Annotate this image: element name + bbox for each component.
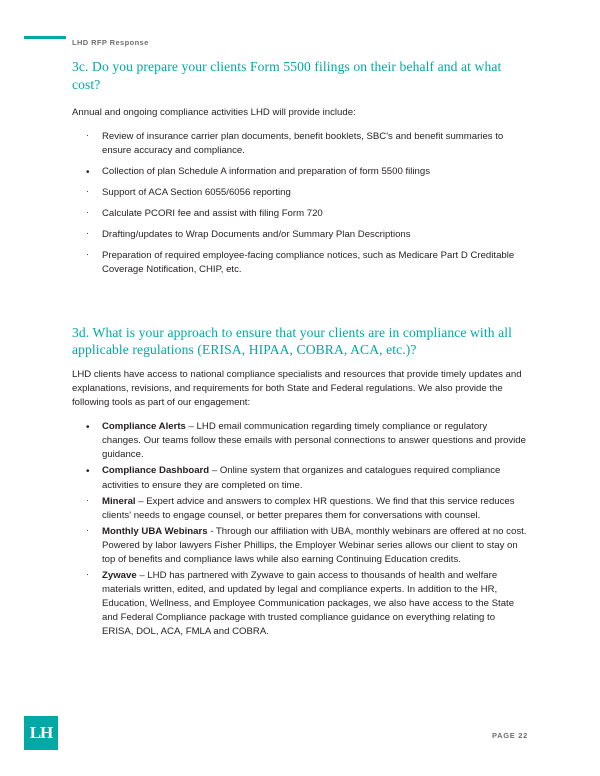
document-header-label: LHD RFP Response (72, 38, 149, 47)
section-3d-intro: LHD clients have access to national compliance specialists and resources that provide timely updates and explanations, revisions, and requirements for both State and Federal regulations. We also provide the following tools as part of our engagement: (72, 369, 522, 409)
list-item-text: Drafting/updates to Wrap Documents and/or Summary Plan Descriptions (102, 229, 411, 241)
list-item-text: Calculate PCORI fee and assist with filing Form 720 (102, 208, 323, 220)
list-item-text: Collection of plan Schedule A information and preparation of form 5500 filings (102, 165, 430, 177)
list-item-text: – LHD email communication regarding timely compliance or regulatory changes. Our teams follow these emails with personal connections to answer questions and provide guidance. (102, 421, 526, 461)
bullet-marker-icon: • (86, 166, 90, 178)
bullet-marker-icon: · (86, 129, 89, 140)
list-item-text: – Expert advice and answers to complex HR questions. We find that this service reduces clients' needs to engage counsel, or better prepares them for conversations with counsel. (102, 495, 515, 521)
section-3d-heading: 3d. What is your approach to ensure that your clients are in compliance with all applicable regulations (ERISA, HIPAA, COBRA, ACA, etc.)? (72, 324, 512, 358)
list-item-term: Monthly UBA Webinars (102, 525, 208, 537)
list-item (72, 464, 528, 492)
bullet-marker-icon: • (86, 466, 90, 478)
list-item-text: Review of insurance carrier plan documents, benefit booklets, SBC's and benefit summaries to ensure accuracy and compliance. (102, 130, 504, 156)
bullet-marker-icon: · (86, 569, 89, 580)
bullet-marker-icon: · (86, 494, 89, 505)
list-item (72, 228, 528, 242)
logo-text: LH (29, 723, 53, 742)
section-3c-heading: 3c. Do you prepare your clients Form 5500 filings on their behalf and at what cost? (72, 59, 502, 92)
list-item-text: - Through our affiliation with UBA, monthly webinars are offered at no cost. Powered by labor lawyers Fisher Phillips, the Employer Webinar series allows our client to stay on top of benefits and compliance laws while also earning Continuing Education credits. (102, 525, 527, 565)
list-item (72, 569, 528, 639)
page-number: PAGE 22 (491, 731, 528, 740)
list-item-text: – Online system that organizes and catalogues required compliance activities to ensure they are completed on time. (102, 465, 501, 491)
document-body (72, 58, 528, 642)
section-3c-intro: Annual and ongoing compliance activities LHD will provide include: (72, 106, 356, 118)
bullet-marker-icon: · (86, 186, 89, 197)
list-item-text: Support of ACA Section 6055/6056 reporting (102, 187, 291, 199)
list-item-term: Mineral (102, 495, 136, 507)
section-3d-bullet-list (72, 420, 528, 639)
list-item-term: Zywave (102, 570, 137, 582)
list-item (72, 207, 528, 221)
section-3c (72, 58, 528, 278)
list-item-term: Compliance Dashboard (102, 465, 210, 477)
bullet-marker-icon: · (86, 524, 89, 535)
bullet-marker-icon: · (86, 228, 89, 239)
list-item-term: Compliance Alerts (102, 421, 186, 433)
bullet-marker-icon: · (86, 249, 89, 260)
list-item (72, 420, 528, 462)
list-item-text: Preparation of required employee-facing compliance notices, such as Medicare Part D Creditable Coverage Notification, CHIP, etc. (102, 250, 515, 276)
section-3d (72, 324, 528, 640)
list-item (72, 165, 528, 179)
list-item (72, 495, 528, 523)
list-item (72, 525, 528, 567)
bullet-marker-icon: · (86, 207, 89, 218)
list-item-text: – LHD has partnered with Zywave to gain access to thousands of health and welfare materials written, edited, and updated by legal and compliance experts. In addition to the HR, Education, Wellness, and Employee Communication packages, we also have access to the State and Federal Compliance package with trusted compliance guidance on everything relating to ERISA, DOL, ACA, FMLA and COBRA. (102, 570, 515, 638)
header-rule (24, 36, 66, 39)
list-item (72, 130, 528, 158)
list-item (72, 186, 528, 200)
lhd-logo (24, 716, 58, 750)
list-item (72, 249, 528, 277)
section-3c-bullet-list (72, 130, 528, 278)
bullet-marker-icon: • (86, 422, 90, 434)
